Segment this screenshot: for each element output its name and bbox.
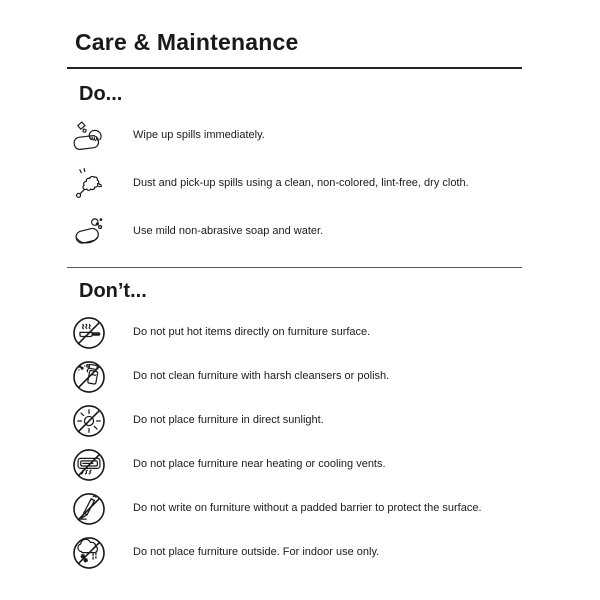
title-rule (67, 67, 522, 69)
do-section-heading: Do... (79, 82, 123, 105)
list-item-label: Use mild non-abrasive soap and water. (133, 225, 324, 238)
page-title: Care & Maintenance (75, 29, 299, 55)
list-item-label: Do not put hot items directly on furniture surface. (133, 326, 371, 339)
soap-icon (67, 214, 111, 250)
no-hot-items-icon (67, 314, 111, 352)
list-item-no-outdoor (67, 534, 522, 572)
list-item-no-vents (67, 446, 522, 484)
list-item-label: Do not place furniture near heating or cooling vents. (133, 458, 386, 471)
list-item-label: Dust and pick-up spills using a clean, non-colored, lint-free, dry cloth. (133, 177, 469, 190)
no-direct-sunlight-icon (67, 402, 111, 440)
no-heating-vents-icon (67, 446, 111, 484)
list-item-dust (67, 165, 522, 203)
duster-icon (67, 166, 111, 202)
list-item-no-hot-items (67, 314, 522, 352)
do-list (67, 117, 522, 251)
wipe-hand-icon (67, 118, 111, 154)
list-item-wipe-spills (67, 117, 522, 155)
no-outdoor-use-icon (67, 534, 111, 572)
no-writing-icon (67, 490, 111, 528)
list-item-label: Do not place furniture outside. For indoor use only. (133, 546, 380, 559)
list-item-no-harsh-cleansers (67, 358, 522, 396)
list-item-soap (67, 213, 522, 251)
list-item-label: Do not place furniture in direct sunlight. (133, 414, 324, 427)
list-item-label: Do not write on furniture without a padded barrier to protect the surface. (133, 502, 482, 515)
list-item-no-writing (67, 490, 522, 528)
dont-section-heading: Don’t... (79, 279, 147, 302)
dont-list (67, 314, 522, 572)
no-harsh-cleansers-icon (67, 358, 111, 396)
section-divider (67, 267, 522, 268)
list-item-no-sunlight (67, 402, 522, 440)
list-item-label: Wipe up spills immediately. (133, 129, 265, 142)
list-item-label: Do not clean furniture with harsh cleansers or polish. (133, 370, 390, 383)
